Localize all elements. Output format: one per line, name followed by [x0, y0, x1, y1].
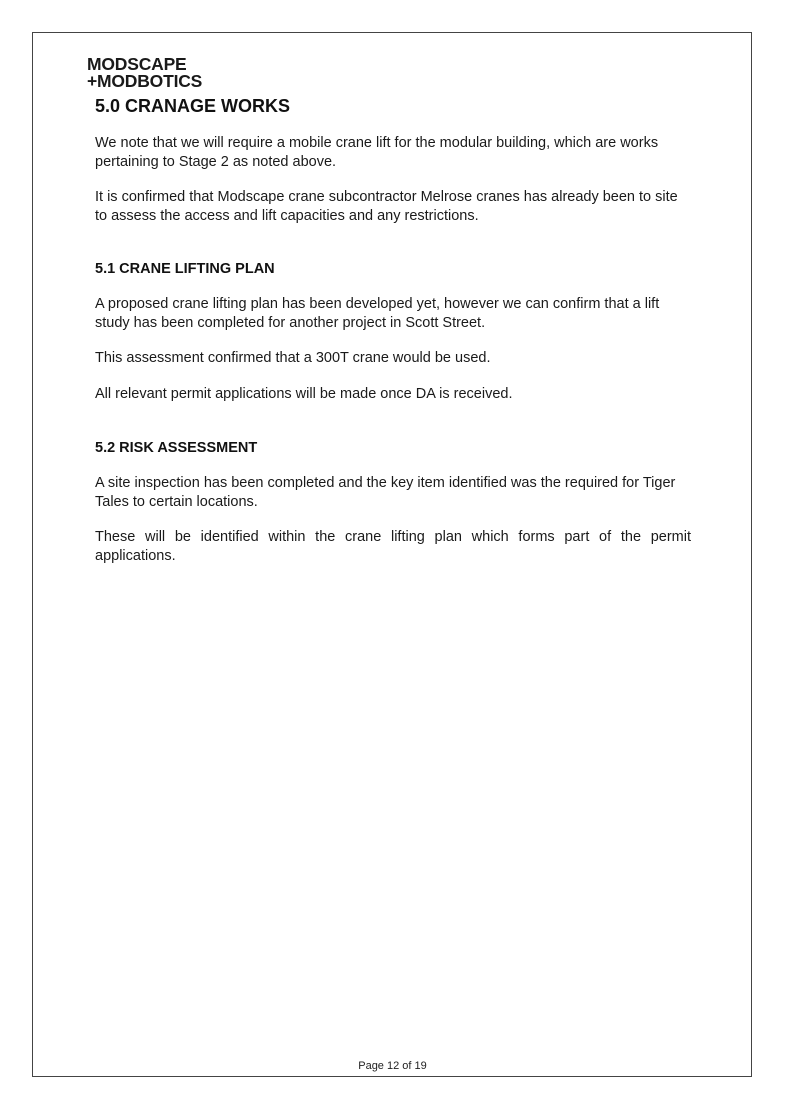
section-heading-risk-assessment: 5.2 RISK ASSESSMENT: [95, 440, 258, 456]
paragraph-melrose-cranes: It is confirmed that Modscape crane subcontractor Melrose cranes has already been to site to assess the access and lift capacities and any restrictions.: [95, 189, 678, 224]
paragraph-mobile-crane: We note that we will require a mobile crane lift for the modular building, which are works pertaining to Stage 2 as noted above.: [95, 135, 659, 170]
company-logo: [87, 56, 202, 90]
page-number: Page 12 of 19: [358, 1060, 427, 1072]
paragraph-assessment-300t: This assessment confirmed that a 300T crane would be used.: [95, 350, 491, 366]
section-heading-cranage-works: 5.0 CRANAGE WORKS: [95, 96, 291, 116]
paragraph-permit-applications: All relevant permit applications will be made once DA is received.: [95, 385, 513, 402]
paragraph-lifting-plan: A proposed crane lifting plan has been developed yet, however we can confirm that a lift study has been completed for another project in Scott Street.: [95, 296, 660, 331]
paragraph-identified-within-plan: These will be identified within the crane lifting plan which forms part of the permit applications.: [95, 529, 691, 564]
logo-line-2: +MODBOTICS: [87, 71, 203, 91]
section-heading-crane-lifting-plan: 5.1 CRANE LIFTING PLAN: [95, 261, 275, 277]
document-body: [95, 95, 691, 565]
paragraph-site-inspection: A site inspection has been completed and the key item identified was the required for Tiger Tales to certain locations.: [95, 475, 676, 510]
logo-line-1: MODSCAPE: [87, 54, 187, 74]
